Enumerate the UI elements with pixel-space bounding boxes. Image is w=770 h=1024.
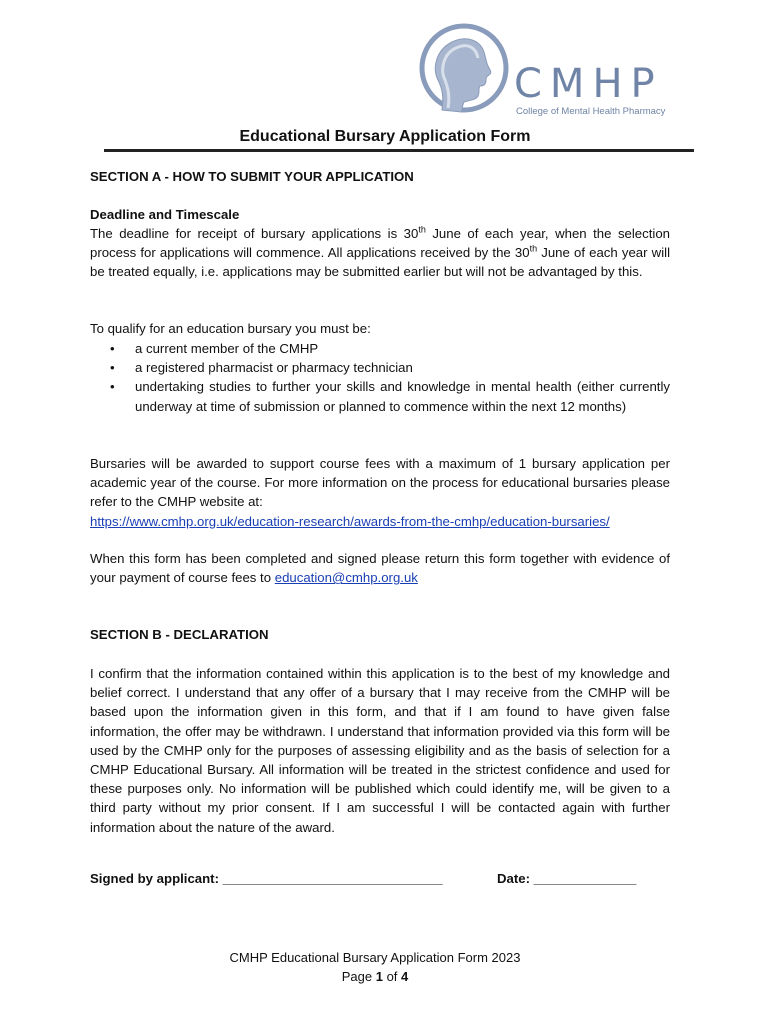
criteria-list [90, 339, 670, 416]
deadline-sup-2: th [529, 243, 538, 254]
signature-line[interactable]: ______________________________ [222, 871, 443, 886]
signed-label: Signed by applicant: [90, 871, 223, 886]
bullet-icon: • [110, 341, 115, 356]
head-profile-icon [418, 22, 513, 114]
logo-wordmark: CMHP [514, 61, 663, 107]
qualify-intro: To qualify for an education bursary you must be: [90, 321, 371, 336]
logo-subtitle: College of Mental Health Pharmacy [516, 106, 666, 117]
signature-field[interactable] [90, 871, 443, 886]
list-item [90, 339, 670, 358]
footer-page-number [0, 967, 750, 986]
date-field[interactable] [497, 871, 636, 886]
deadline-paragraph [90, 224, 670, 282]
page-of: of [382, 969, 402, 984]
title-divider [104, 149, 694, 152]
deadline-text-2: June of each year, when the selection process for applications will commence. All applications received by the 30 [90, 226, 670, 261]
bursaries-text: Bursaries will be awarded to support course fees with a maximum of 1 bursary application per academic year of the course. For more information on the process for educational bursaries please refer to the CMHP website at: [90, 456, 670, 510]
deadline-heading: Deadline and Timescale [90, 207, 240, 222]
section-b-heading: SECTION B - DECLARATION [90, 627, 269, 642]
bullet-icon: • [110, 360, 115, 376]
list-item [90, 377, 670, 415]
criteria-text: undertaking studies to further your skills and knowledge in mental health (either currently underway at time of submission or planned to commence within the next 12 months) [135, 379, 670, 414]
deadline-text-3: June of each year will be treated equally, i.e. applications may be submitted earlier but will not be advantaged by this. [90, 245, 670, 280]
date-label: Date: [497, 871, 534, 886]
cmhp-logo [418, 22, 678, 117]
footer-form-name: CMHP Educational Bursary Application Form 2023 [229, 950, 521, 965]
form-title: Educational Bursary Application Form [239, 128, 531, 145]
deadline-sup-1: th [418, 224, 426, 235]
bursaries-website-link[interactable]: https://www.cmhp.org.uk/education-research/awards-from-the-cmhp/education-bursaries/ [90, 513, 610, 529]
email-link[interactable]: education@cmhp.org.uk [274, 570, 418, 586]
criteria-text: a current member of the CMHP [135, 341, 319, 356]
bullet-icon: • [110, 379, 115, 395]
bursaries-paragraph [90, 454, 670, 531]
list-item [90, 358, 670, 377]
deadline-text-1: The deadline for receipt of bursary applications is 30 [90, 226, 419, 241]
return-paragraph [90, 549, 670, 587]
section-a-heading: SECTION A - HOW TO SUBMIT YOUR APPLICATION [90, 169, 414, 184]
criteria-list-wrap [90, 339, 670, 416]
date-line[interactable]: ______________ [533, 871, 637, 886]
declaration-paragraph: I confirm that the information contained within this application is to the best of my knowledge and belief correct. I understand that any offer of a bursary that I may receive from the CMHP will be based upon the information given in this form, and that if I am found to have given false information, the offer may be withdrawn. I understand that information provided via this form will be used by the CMHP only for the purposes of assessing eligibility and as the basis of selection for a CMHP Educational Bursary. All information will be treated in the strictest confidence and used for these purposes only. No information will be published which could identify me, will be given to a third party without my prior consent. If I am successful I will be contacted again with further information about the nature of the award. [90, 666, 670, 835]
criteria-text: a registered pharmacist or pharmacy technician [135, 360, 413, 376]
return-text: When this form has been completed and signed please return this form together with evidence of your payment of course fees to [90, 551, 670, 586]
page-total: 4 [401, 969, 409, 984]
page-current: 1 [375, 969, 383, 984]
page-prefix: Page [341, 969, 376, 984]
